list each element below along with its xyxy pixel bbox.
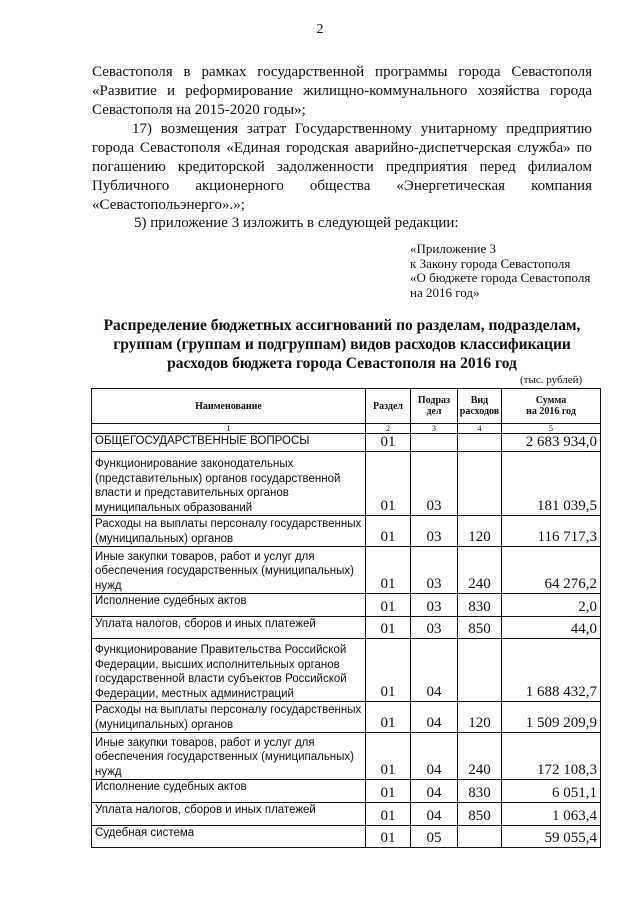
row-subsection: 05 (411, 826, 458, 848)
row-section: 01 (366, 826, 411, 848)
row-sum: 2 683 934,0 (502, 434, 601, 452)
column-number: 3 (411, 424, 458, 434)
row-sum: 64 276,2 (502, 547, 601, 594)
row-name: Иные закупки товаров, работ и услуг для обеспечения государственных (муниципальных) нужд (92, 733, 366, 780)
header-type (458, 389, 502, 424)
document-title (92, 316, 592, 373)
header-subsection-line-2: дел (426, 406, 442, 417)
header-subsection-line-1: Подраз (417, 395, 451, 406)
row-subsection: 03 (411, 516, 458, 547)
row-type (458, 452, 502, 516)
column-number: 5 (502, 424, 601, 434)
table-row (92, 516, 601, 547)
row-sum: 172 108,3 (502, 733, 601, 780)
table-row (92, 639, 601, 702)
header-sum (502, 389, 601, 424)
table-row (92, 434, 601, 452)
row-subsection: 03 (411, 452, 458, 516)
row-sum: 44,0 (502, 617, 601, 639)
row-section: 01 (366, 617, 411, 639)
row-subsection: 03 (411, 594, 458, 617)
row-name: Судебная система (92, 826, 366, 848)
row-sum: 2,0 (502, 594, 601, 617)
row-name: Исполнение судебных актов (92, 780, 366, 803)
row-section: 01 (366, 803, 411, 826)
row-sum: 1 688 432,7 (502, 639, 601, 702)
row-sum: 1 509 209,9 (502, 702, 601, 733)
column-number: 1 (92, 424, 366, 434)
title-line-2: группам (группам и подгруппам) видов расходов классификации (113, 336, 571, 353)
row-subsection: 04 (411, 780, 458, 803)
row-section: 01 (366, 702, 411, 733)
row-section: 01 (366, 733, 411, 780)
annex-line-3: «О бюджете города Севастополя (410, 270, 591, 285)
row-type: 120 (458, 702, 502, 733)
row-sum: 59 055,4 (502, 826, 601, 848)
row-name: Уплата налогов, сборов и иных платежей (92, 617, 366, 639)
units-label: (тыс. рублей) (520, 374, 583, 386)
row-section: 01 (366, 594, 411, 617)
annex-reference (410, 242, 610, 300)
row-subsection: 03 (411, 617, 458, 639)
table-row (92, 547, 601, 594)
header-section: Раздел (366, 389, 411, 424)
row-section: 01 (366, 434, 411, 452)
budget-table (91, 388, 601, 848)
header-sum-line-2: на 2016 год (526, 406, 576, 417)
row-sum: 181 039,5 (502, 452, 601, 516)
row-sum: 116 717,3 (502, 516, 601, 547)
row-name: ОБЩЕГОСУДАРСТВЕННЫЕ ВОПРОСЫ (92, 434, 366, 452)
header-type-line-2: расходов (459, 406, 500, 417)
header-type-line-1: Вид (470, 395, 489, 406)
row-type (458, 826, 502, 848)
column-number: 4 (458, 424, 502, 434)
annex-line-1: «Приложение 3 (410, 241, 497, 256)
paragraph-2: 17) возмещения затрат Государственному унитарному предприятию города Севастополя «Единая городская аварийно-диспетчерская служба» по погашению кредиторской задолженности предприятия перед филиалом Публичного акционерного общества «Энергетическая компания «Севастопольэнерго».»; (92, 121, 592, 213)
title-line-1: Распределение бюджетных ассигнований по разделам, подразделам, (103, 317, 581, 334)
row-name: Функционирование Правительства Российской Федерации, высших исполнительных органов государственной власти субъектов Российской Федерации, местных администраций (92, 639, 366, 702)
annex-line-4: на 2016 год» (410, 284, 480, 300)
table-row (92, 733, 601, 780)
row-section: 01 (366, 452, 411, 516)
row-type: 240 (458, 547, 502, 594)
table-row (92, 780, 601, 803)
header-name: Наименование (92, 389, 366, 424)
table-row (92, 452, 601, 516)
row-type (458, 639, 502, 702)
row-type: 850 (458, 803, 502, 826)
row-name: Функционирование законодательных (представительных) органов государственной власти и представительных органов муниципальных образований (92, 452, 366, 516)
annex-line-2: к Закону города Севастополя (410, 255, 571, 271)
column-number-row (92, 424, 601, 434)
header-sum-line-1: Сумма (535, 395, 567, 406)
row-section: 01 (366, 516, 411, 547)
row-subsection: 04 (411, 702, 458, 733)
table-row (92, 594, 601, 617)
row-subsection: 04 (411, 803, 458, 826)
table-row (92, 617, 601, 639)
row-name: Исполнение судебных актов (92, 594, 366, 617)
table-row (92, 826, 601, 848)
paragraph-3: 5) приложение 3 изложить в следующей редакции: (134, 215, 459, 231)
title-line-3: расходов бюджета города Севастополя на 2016 год (167, 355, 517, 372)
column-number: 2 (366, 424, 411, 434)
row-name: Расходы на выплаты персоналу государственных (муниципальных) органов (92, 516, 366, 547)
paragraph-1: Севастополя в рамках государственной программы города Севастополя «Развитие и реформирование жилищно-коммунального хозяйства города Севастополя на 2015-2020 годы»; (92, 64, 592, 118)
row-subsection (411, 434, 458, 452)
row-section: 01 (366, 639, 411, 702)
row-type: 830 (458, 594, 502, 617)
header-row (92, 389, 601, 424)
row-section: 01 (366, 780, 411, 803)
row-name: Расходы на выплаты персоналу государственных (муниципальных) органов (92, 702, 366, 733)
row-sum: 1 063,4 (502, 803, 601, 826)
row-name: Уплата налогов, сборов и иных платежей (92, 803, 366, 826)
row-type: 850 (458, 617, 502, 639)
row-name: Иные закупки товаров, работ и услуг для обеспечения государственных (муниципальных) нужд (92, 547, 366, 594)
header-subsection (411, 389, 458, 424)
row-subsection: 04 (411, 733, 458, 780)
row-type (458, 434, 502, 452)
row-section: 01 (366, 547, 411, 594)
table-row (92, 803, 601, 826)
row-type: 240 (458, 733, 502, 780)
page-number: 2 (316, 22, 324, 37)
row-type: 120 (458, 516, 502, 547)
table-row (92, 702, 601, 733)
row-subsection: 03 (411, 547, 458, 594)
row-subsection: 04 (411, 639, 458, 702)
row-type: 830 (458, 780, 502, 803)
row-sum: 6 051,1 (502, 780, 601, 803)
